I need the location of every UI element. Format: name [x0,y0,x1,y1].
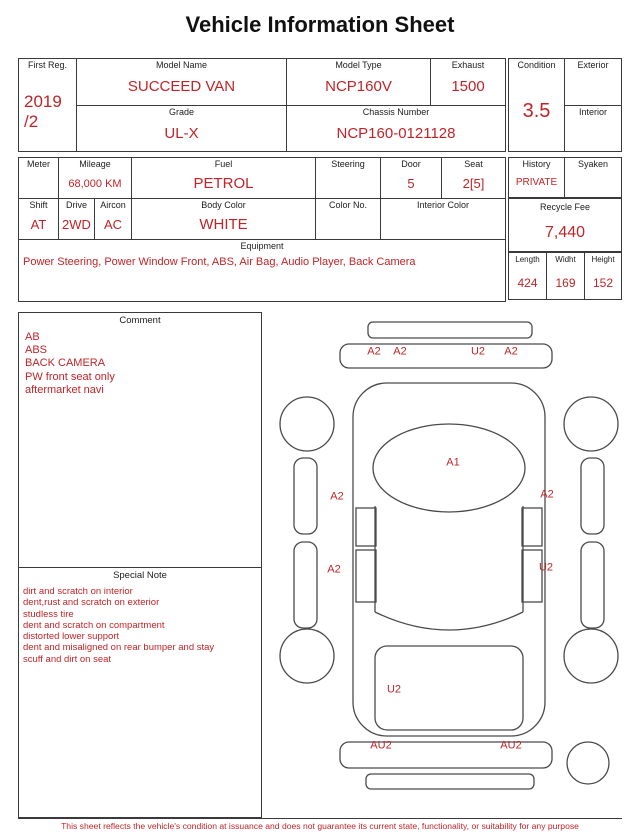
model-name-cell [77,59,286,105]
left-front-door-panel [294,458,317,534]
left-rear-door-panel [294,542,317,628]
damage-marker: AU2 [500,739,522,752]
comment-panel [18,312,262,818]
recycle-fee-box [508,198,622,252]
recycle-fee-value: 7,440 [544,224,586,241]
front-top-bar [368,322,532,338]
seat-cell [442,158,505,198]
history-value: PRIVATE [515,177,558,188]
syaken-label: Syaken [577,159,609,169]
shift-value: AT [30,217,47,232]
wheel-front-right [564,397,618,451]
damage-marker: A2 [367,345,381,358]
comment-line: BACK CAMERA [25,357,106,370]
special-note-line: distorted lower support [23,631,120,643]
condition-label: Condition [517,60,556,70]
history-label: History [522,159,551,169]
model-name-label: Model Name [155,60,208,70]
drive-value: 2WD [62,217,91,232]
door-cell [381,158,442,198]
body-color-label: Body Color [201,200,246,210]
length-label: Length [515,255,540,264]
mileage-value: 68,000 KM [68,178,122,190]
height-cell [585,253,621,299]
damage-marker: A2 [540,488,554,501]
condition-box [508,58,622,152]
length-cell [509,253,547,299]
comment-line: PW front seat only [25,370,115,383]
exhaust-value: 1500 [451,78,485,95]
model-name-value: SUCCEED VAN [127,78,236,95]
shift-label: Shift [29,200,48,210]
special-note-line: dent and misaligned on rear bumper and stay [23,642,215,654]
model-grade-column [77,59,287,151]
meter-cell [19,158,59,198]
damage-marker: U2 [470,345,486,358]
exterior-interior-column [565,59,621,151]
height-label: Height [591,255,615,264]
special-note-section [19,567,261,665]
aircon-cell [95,199,132,239]
model-type-value: NCP160V [325,78,392,95]
width-value: 169 [555,275,576,290]
history-box [508,157,622,198]
model-type-label: Model Type [335,60,382,70]
first-reg-value-month: /2 [24,111,39,131]
color-no-label: Color No. [328,200,367,210]
damage-marker: A1 [446,456,460,469]
interior-cell [565,105,621,151]
grade-cell [77,105,286,151]
exterior-cell [565,59,621,105]
first-reg-value-year: 2019 [24,91,62,111]
car-diagram-svg [266,316,632,806]
special-note-line: scuff and dirt on seat [23,653,112,665]
model-type-cell [287,59,431,105]
footer-disclaimer: This sheet reflects the vehicle's condition at issuance and does not guarantee its current state, functionality, or suitability for any purpose [61,821,579,831]
body-color-cell [132,199,316,239]
damage-marker: AU2 [370,739,392,752]
footer-divider [18,818,622,819]
drive-cell [59,199,95,239]
damage-marker: A2 [330,490,344,503]
interior-label: Interior [578,107,607,117]
fuel-value: PETROL [193,175,254,192]
chassis-number-label: Chassis Number [362,107,430,117]
aircon-label: Aircon [100,200,126,210]
condition-cell [509,59,565,151]
exhaust-label: Exhaust [451,60,485,70]
mileage-cell [59,158,132,198]
right-front-door-panel [581,458,604,534]
interior-color-cell [381,199,505,239]
specs-table [18,157,506,302]
width-label: Widht [555,255,576,264]
steering-cell [316,158,381,198]
wheel-rear-right [564,629,618,683]
special-note-line: dirt and scratch on interior [23,586,133,597]
special-note-line: dent and scratch on compartment [23,619,165,631]
left-inner-panel-1 [356,508,376,546]
damage-marker: U2 [538,561,554,574]
chassis-number-cell [287,105,505,151]
exterior-value [565,72,621,105]
seat-value: 2[5] [462,176,485,191]
comment-title: Comment [119,315,161,326]
right-inner-panel-2 [522,550,542,602]
drive-label: Drive [65,200,87,210]
equipment-cell [19,239,505,301]
steering-label: Steering [331,159,365,169]
comment-line: aftermarket navi [25,383,104,396]
wheel-front-left [280,397,334,451]
seat-label: Seat [464,159,483,169]
equipment-label: Equipment [240,241,284,251]
car-body-outline [353,383,545,736]
comment-line: AB [25,331,40,343]
rear-window-arc [375,612,523,630]
grade-label: Grade [168,107,194,117]
spare-tire [567,742,609,784]
grade-value: UL-X [164,125,199,142]
special-note-title: Special Note [113,570,167,581]
equipment-value: Power Steering, Power Window Front, ABS, Air Bag, Audio Player, Back Camera [23,256,416,268]
roof-side-lines [375,506,523,612]
rear-bottom-bar [366,774,534,789]
height-value: 152 [592,275,614,290]
door-label: Door [401,159,421,169]
fuel-label: Fuel [214,159,233,169]
shift-cell [19,199,59,239]
special-note-line: dent,rust and scratch on exterior [23,597,160,609]
condition-value: 3.5 [522,100,551,122]
length-value: 424 [517,275,538,290]
first-reg-label: First Reg. [27,60,67,70]
identity-table [18,58,506,152]
first-reg-cell [19,59,77,151]
comment-lines [19,328,261,397]
door-value: 5 [407,176,415,191]
damage-marker: U2 [386,683,402,696]
mileage-label: Mileage [79,159,111,169]
aircon-value: AC [103,217,123,232]
damage-marker: A2 [504,345,518,358]
comment-line: ABS [25,344,48,357]
special-note-lines [19,583,261,665]
right-rear-door-panel [581,542,604,628]
dimensions-box [508,252,622,300]
special-note-line: studless tire [23,608,74,620]
car-damage-diagram [266,316,632,806]
fuel-cell [132,158,316,198]
exhaust-cell [431,59,505,105]
damage-marker: A2 [327,563,341,576]
body-color-value: WHITE [199,216,248,233]
wheel-rear-left [280,629,334,683]
type-chassis-column [287,59,505,151]
width-cell [547,253,585,299]
left-inner-panel-2 [356,550,376,602]
interior-value [565,119,621,151]
syaken-cell [565,158,621,197]
exterior-label: Exterior [577,60,609,70]
meter-label: Meter [26,159,50,169]
history-cell [509,158,565,197]
recycle-fee-label: Recycle Fee [539,202,591,212]
damage-marker: A2 [393,345,407,358]
right-inner-panel-1 [522,508,542,546]
chassis-number-value: NCP160-0121128 [336,125,456,142]
page-title: Vehicle Information Sheet [185,12,455,37]
interior-color-label: Interior Color [416,200,470,210]
color-no-cell [316,199,381,239]
